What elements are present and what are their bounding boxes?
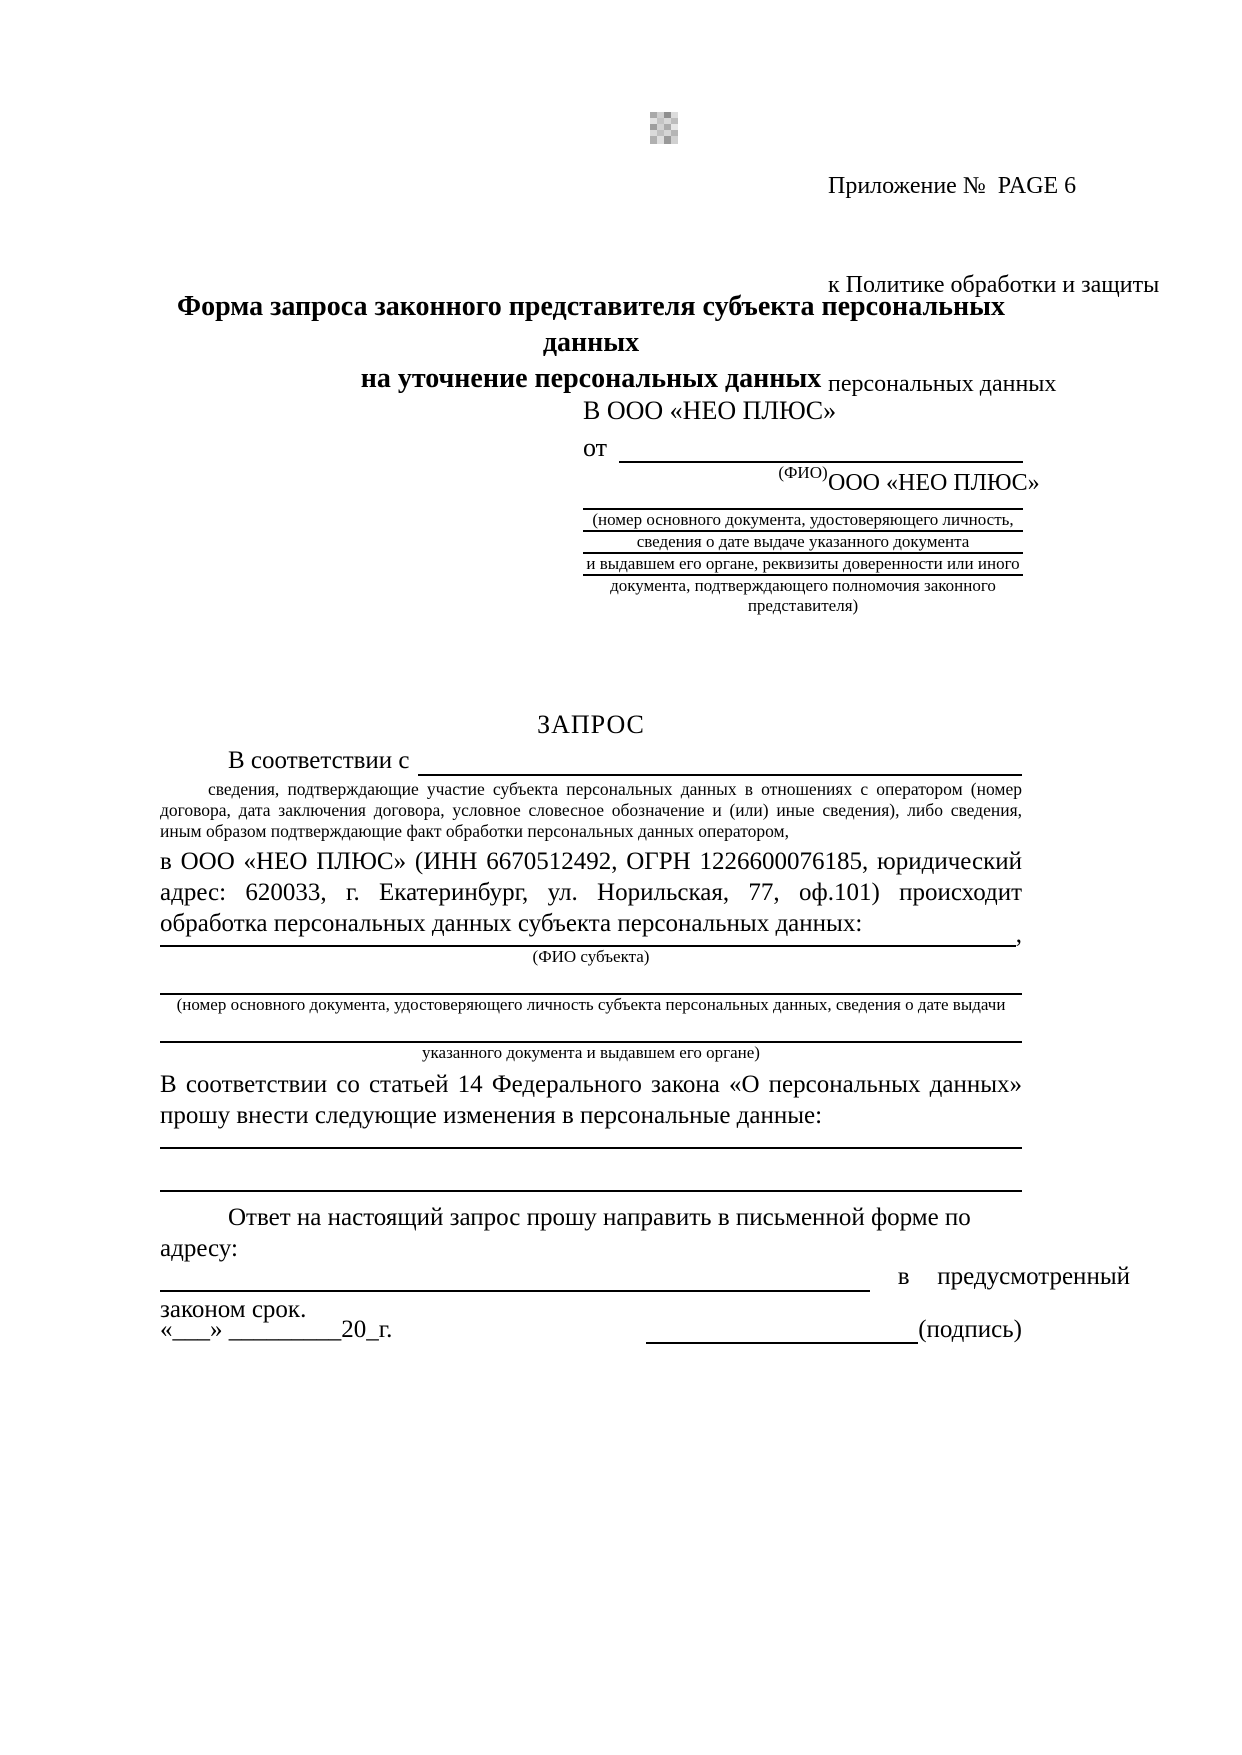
appendix-number-line: Приложение № PAGE 6 [828,173,1077,199]
signature-caption: (подпись) [918,1316,1022,1343]
reply-paragraph: Ответ на настоящий запрос прошу направить в письменной форме по адресу: [160,1204,971,1262]
subject-fio-caption: (ФИО субъекта) [532,947,650,966]
request-heading: ЗАПРОС [537,710,645,739]
request-body [160,746,1130,1325]
subject-document-field [160,967,1022,995]
fio-caption: (ФИО) [778,463,828,482]
signature-field [646,1316,1022,1344]
company-name-line: ООО «НЕО ПЛЮС» [828,470,1040,496]
subject-document-caption: (номер основного документа, удостоверяющего личность субъекта персональных данных, сведения о дате выдачи [176,995,1006,1014]
form-title [160,289,1022,397]
fio-line-comma: , [1015,921,1022,948]
reply-address-row [160,1264,1130,1292]
signature-row [160,1316,1022,1344]
addressee-organization: В ООО «НЕО ПЛЮС» [583,396,837,425]
blank-line [160,1015,1022,1043]
subject-fio-field [160,921,1022,948]
operator-paragraph: в ООО «НЕО ПЛЮС» (ИНН 6670512492, ОГРН 1226600076185, юридический адрес: 620033, г. Екатеринбург, ул. Норильская, 77, оф.101) происходит обработка персональных данных субъекта персональных данных: [160,848,1022,937]
amendment-paragraph: В соответствии со статьей 14 Федерального закона «О персональных данных» прошу внести следующие изменения в персональные данные: [160,1071,1022,1129]
addressee-block [583,396,1023,616]
subject-authority-caption: указанного документа и выдавшем его органе) [422,1043,760,1062]
representative-document-field [583,483,1023,530]
authority-confirmation-field [583,574,1023,616]
intro-blank-line [418,748,1022,776]
field-caption: документа, подтверждающего полномочия законного представителя) [610,576,996,615]
issuing-authority-field [583,552,1023,574]
form-title-line-1: Форма запроса законного представителя субъекта персональных данных [177,291,1005,358]
reply-word-predusmotrenny: предусмотренный [937,1263,1130,1290]
reply-tail: законом срок. [160,1296,307,1323]
field-caption: (номер основного документа, удостоверяющего личность, [592,510,1014,529]
form-title-line-2: на уточнение персональных данных [360,363,822,394]
field-caption: и выдавшем его органе, реквизиты доверенности или иного [586,554,1020,573]
from-label: от [583,433,608,462]
signature-blank-line [646,1316,918,1344]
intro-prefix: В соответствии с [228,747,410,774]
blank-line [583,483,1023,510]
amendment-blank-line-1 [160,1147,1022,1149]
amendment-blank-line-2 [160,1190,1022,1192]
date-line: «___» _________20_г. [160,1316,393,1343]
reply-word-v: в [897,1263,910,1290]
subject-authority-field [160,1015,1022,1043]
field-caption: сведения о дате выдаче указанного документа [636,532,970,551]
address-blank-line [160,1266,870,1292]
intro-row [160,746,1022,776]
from-row [583,433,1023,463]
policy-reference-line: к Политике обработки и защиты [828,272,1160,298]
pixelated-stamp-icon [650,112,678,144]
blank-line [160,937,1016,947]
document-issue-date-field [583,530,1023,552]
footnote-paragraph: сведения, подтверждающие участие субъекта персональных данных в отношениях с оператором (номер договора, дата заключения договора, условное словесное обозначение и (или) иные сведения), либо сведения, иным образом подтверждающие факт обработки персональных данных оператором, [160,779,1022,841]
blank-line [160,967,1022,995]
from-name-blank-line [619,433,1023,463]
personal-data-line: персональных данных [828,371,1057,397]
